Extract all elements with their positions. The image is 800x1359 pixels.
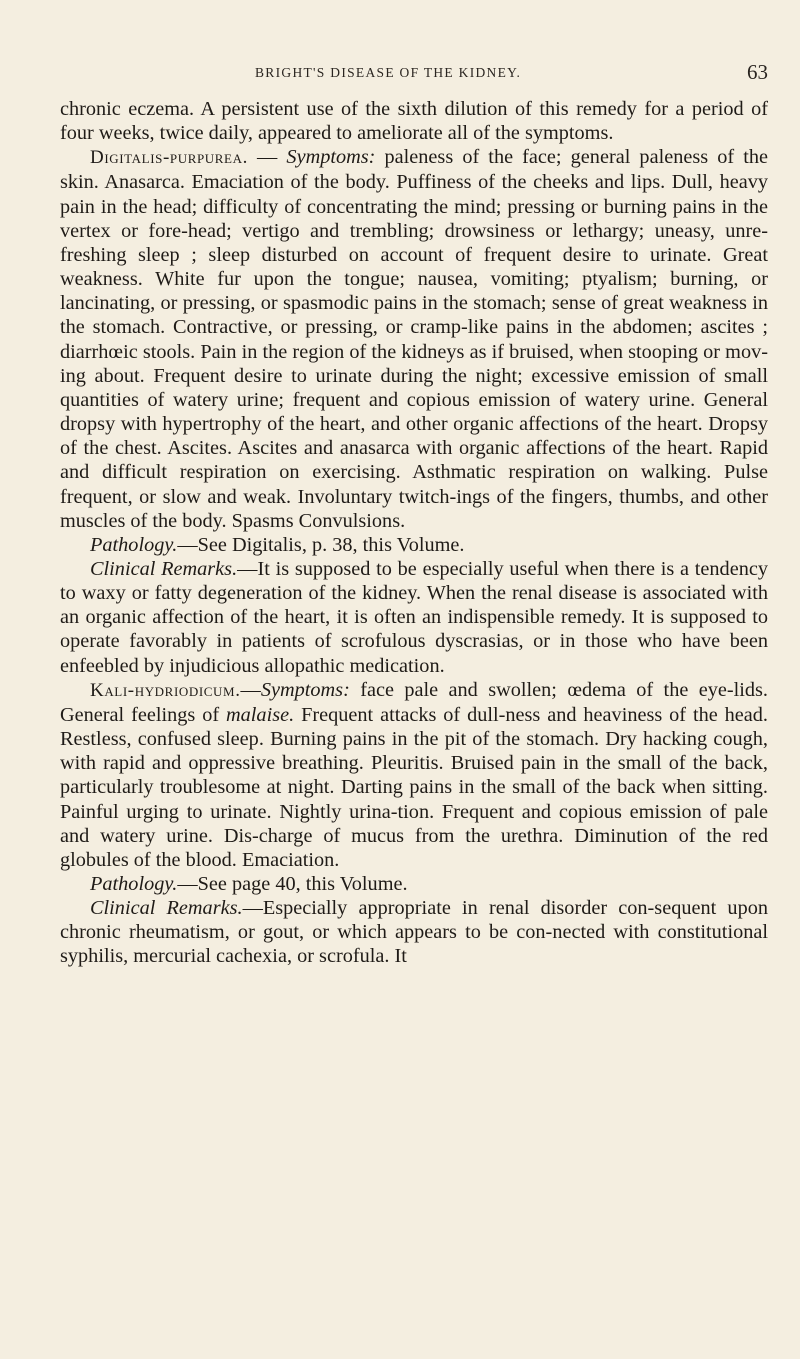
pathology-label: Pathology. xyxy=(90,873,178,895)
paragraph-kali-symptoms xyxy=(60,678,768,872)
running-head xyxy=(60,62,768,88)
dash: — xyxy=(240,678,261,701)
paragraph-text: paleness of the face; general paleness of the skin. Anasarca. Emaciation of the body. Puffiness of the cheeks and lips. Dull, heavy pain in the head; difficulty of concentrating the mind; pressing or burning pains in the vertex or fore-head; vertigo and trembling; drowsiness or lethargy; uneasy, unre-freshing sleep ; sleep disturbed on account of frequent desire to urinate. Great weakness. White fur upon the tongue; nausea, vomiting; ptyalism; burning, or lancinating, or pressing, or spasmodic pains in the stomach; sense of great weakness in the stomach. Contractive, or pressing, or cramp-like pains in the abdomen; ascites ; diarrhœic stools. Pain in the region of the kidneys as if bruised, when stooping or mov-ing about. Frequent desire to urinate during the night; excessive emission of small quantities of watery urine; frequent and copious emission of watery urine. General dropsy with hypertrophy of the heart, and other organic affections of the heart. Dropsy of the chest. Ascites. Ascites and anasarca with organic affections of the heart. Rapid and difficult respiration on exercising. Asthmatic respiration on walking. Pulse frequent, or slow and weak. Involuntary twitch-ings of the fingers, thumbs, and other muscles of the body. Spasms Convulsions. xyxy=(60,146,768,532)
paragraph-text: chronic eczema. A persistent use of the sixth dilution of this remedy for a period of four weeks, twice daily, appeared to ameliorate all of the symptoms. xyxy=(60,98,768,145)
paragraph-digitalis-clinical-remarks xyxy=(60,557,768,678)
paragraph-digitalis-symptoms xyxy=(60,145,768,533)
paragraph-kali-clinical-remarks xyxy=(60,896,768,968)
paragraph-text: —Especially appropriate in renal disorder con-sequent upon chronic rheumatism, or gout, or which appears to be con-nected with constitutional syphilis, mercurial cachexia, or scrofula. It xyxy=(60,897,768,968)
paragraph-text: —See Digitalis, p. 38, this Volume. xyxy=(177,533,465,556)
paragraph-kali-pathology xyxy=(60,872,768,896)
dash: — xyxy=(247,146,287,169)
symptoms-label: Symptoms: xyxy=(260,678,350,701)
paragraph-eczema-continuation xyxy=(60,97,768,145)
remedy-heading-digitalis: Digitalis-purpurea. xyxy=(90,147,248,169)
symptoms-label: Symptoms: xyxy=(286,146,376,169)
clinical-remarks-label: Clinical Remarks. xyxy=(90,557,238,580)
paragraph-digitalis-pathology xyxy=(60,533,768,557)
paragraph-text: —See page 40, this Volume. xyxy=(177,873,408,895)
remedy-heading-kali: Kali-hydriodicum. xyxy=(90,679,241,701)
running-title: BRIGHT'S DISEASE OF THE KIDNEY. xyxy=(255,65,522,80)
clinical-remarks-label: Clinical Remarks. xyxy=(90,897,243,920)
paragraph-text: face pale and swollen; œdema of the eye-lids. General feelings of xyxy=(60,678,768,726)
paragraph-text: —It is supposed to be especially useful when there is a tendency to waxy or fatty degeneration of the kidney. When the renal disease is associated with an organic affection of the heart, it is often an indispensible remedy. It is supposed to operate favorably in patients of scrofulous dyscrasias, or in those who have been enfeebled by injudicious allopathic medication. xyxy=(60,557,768,677)
paragraph-text: Frequent attacks of dull-ness and heaviness of the head. Restless, confused sleep. Burning pains in the pit of the stomach. Dry hacking cough, with rapid and oppressive breathing. Pleuritis. Bruised pain in the small of the back, particularly troublesome at night. Darting pains in the small of the back when sitting. Painful urging to urinate. Nightly urina-tion. Frequent and copious emission of pale and watery urine. Dis-charge of mucus from the urethra. Diminution of the red globules of the blood. Emaciation. xyxy=(60,703,768,871)
malaise-term: malaise. xyxy=(226,703,295,726)
pathology-label: Pathology. xyxy=(90,533,178,556)
page-number: 63 xyxy=(747,60,768,84)
body-text xyxy=(60,97,768,969)
